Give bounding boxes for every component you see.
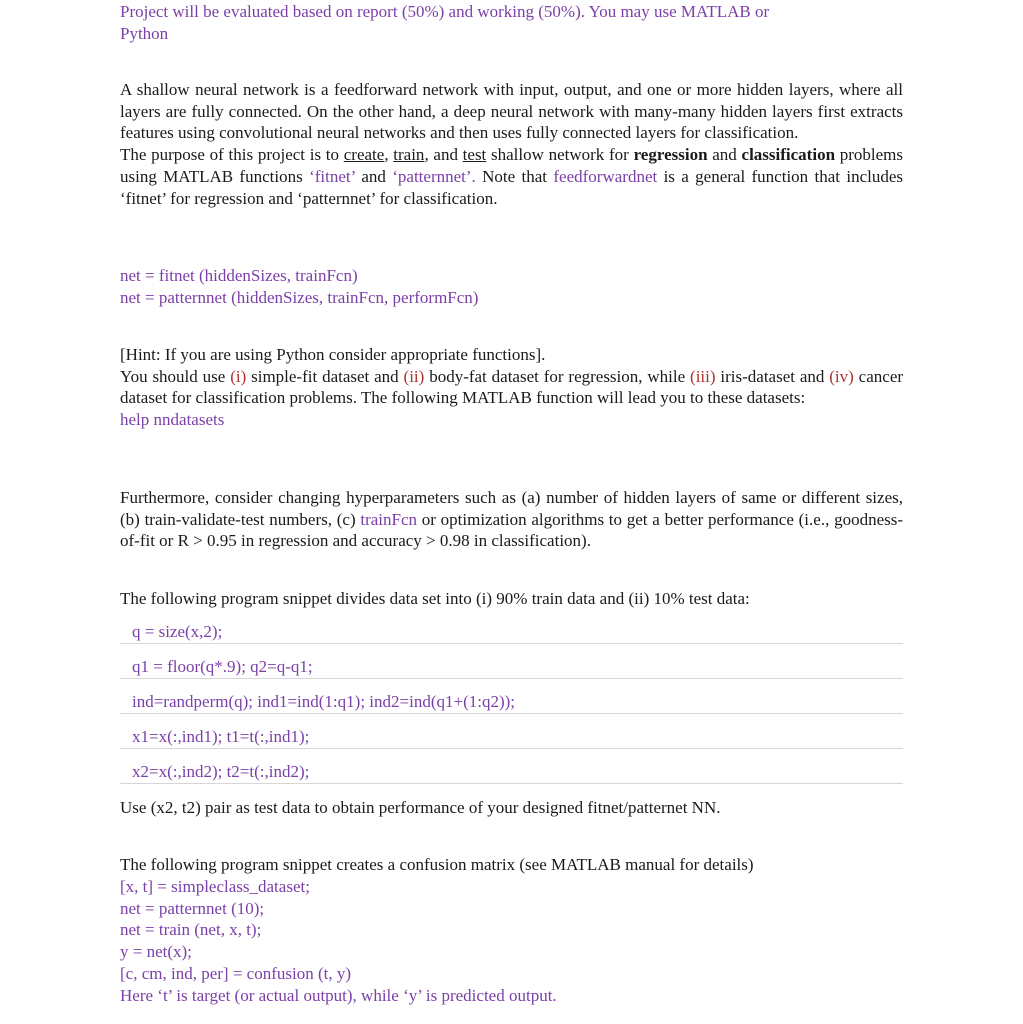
purpose-text: The purpose of this project is to create, train, and test shallow network for regression and classification problems using MATLAB functions ‘fitnet’ and ‘patternnet’. Note that feedforwardnet is a general function that includes ‘fitnet’ for regression and ‘patternnet’ for classification.: [120, 145, 904, 208]
create-word: create: [343, 145, 385, 165]
code-line: net = train (net, x, t);: [120, 920, 262, 940]
patternnet-signature: net = patternnet (hiddenSizes, trainFcn, performFcn): [120, 287, 479, 307]
help-nndatasets-command: help nndatasets: [120, 410, 225, 430]
description-paragraph: [120, 79, 903, 209]
code-line: [c, cm, ind, per] = confusion (t, y): [120, 963, 351, 983]
code-line: q1 = floor(q*.9); q2=q-q1;: [120, 656, 903, 679]
datasets-text: You should use (i) simple-fit dataset and (ii) body-fat dataset for regression, while (iii) iris-dataset and (iv) cancer dataset for classification problems. The following MATLAB function will lead you to these datasets:: [120, 366, 904, 408]
feedforwardnet-word: feedforwardnet: [553, 166, 658, 186]
trainfcn-word: trainFcn: [360, 509, 418, 529]
code-note: Here ‘t’ is target (or actual output), while ‘y’ is predicted output.: [120, 985, 557, 1005]
intro-line-2: Python: [120, 23, 169, 43]
shallow-vs-deep-text: A shallow neural network is a feedforward network with input, output, and one or more hidden layers, where all layers are fully connected. On the other hand, a deep neural network with many-many hidden layers first extracts features using convolutional neural networks and then uses fully connected layers for classification.: [120, 80, 903, 143]
confusion-snippet-intro: The following program snippet creates a confusion matrix (see MATLAB manual for details): [120, 855, 754, 874]
train-word: train: [393, 145, 425, 165]
classification-word: classification: [741, 145, 836, 165]
fitnet-quoted: ‘fitnet’: [309, 166, 355, 186]
marker-ii: (ii): [403, 366, 425, 386]
code-line: q = size(x,2);: [120, 621, 903, 644]
confusion-code-block: [120, 876, 903, 1006]
code-line: x1=x(:,ind1); t1=t(:,ind1);: [120, 726, 903, 749]
code-line: y = net(x);: [120, 942, 192, 962]
code-line: ind=randperm(q); ind1=ind(1:q1); ind2=ind(q1+(1:q2));: [120, 691, 903, 714]
hint-paragraph: [120, 344, 903, 431]
regression-word: regression: [633, 145, 708, 165]
hyperparameters-paragraph: Furthermore, consider changing hyperparameters such as (a) number of hidden layers of same or different sizes, (b) train-validate-test numbers, (c) trainFcn or optimization algorithms to get a better performance (i.e., goodness-of-fit or R > 0.95 in regression and accuracy > 0.98 in classification).: [120, 488, 904, 551]
marker-i: (i): [230, 366, 247, 386]
fitnet-signature: net = fitnet (hiddenSizes, trainFcn): [120, 266, 358, 285]
function-signatures: [120, 265, 903, 308]
hint-line: [Hint: If you are using Python consider appropriate functions].: [120, 345, 546, 364]
intro-paragraph: [120, 1, 903, 44]
marker-iv: (iv): [829, 366, 854, 386]
patternnet-quoted: ‘patternnet’.: [392, 166, 476, 186]
intro-line-1: Project will be evaluated based on report (50%) and working (50%). You may use MATLAB or: [120, 2, 770, 21]
split-snippet-intro: The following program snippet divides data set into (i) 90% train data and (ii) 10% test data:: [120, 589, 750, 608]
test-word: test: [462, 145, 487, 165]
code-line: net = patternnet (10);: [120, 898, 265, 918]
code-line: [x, t] = simpleclass_dataset;: [120, 877, 310, 896]
split-snippet-outro: Use (x2, t2) pair as test data to obtain performance of your designed fitnet/patternet NN.: [120, 798, 721, 817]
code-line: x2=x(:,ind2); t2=t(:,ind2);: [120, 761, 903, 784]
split-code-block: [120, 621, 903, 791]
marker-iii: (iii): [690, 366, 716, 386]
